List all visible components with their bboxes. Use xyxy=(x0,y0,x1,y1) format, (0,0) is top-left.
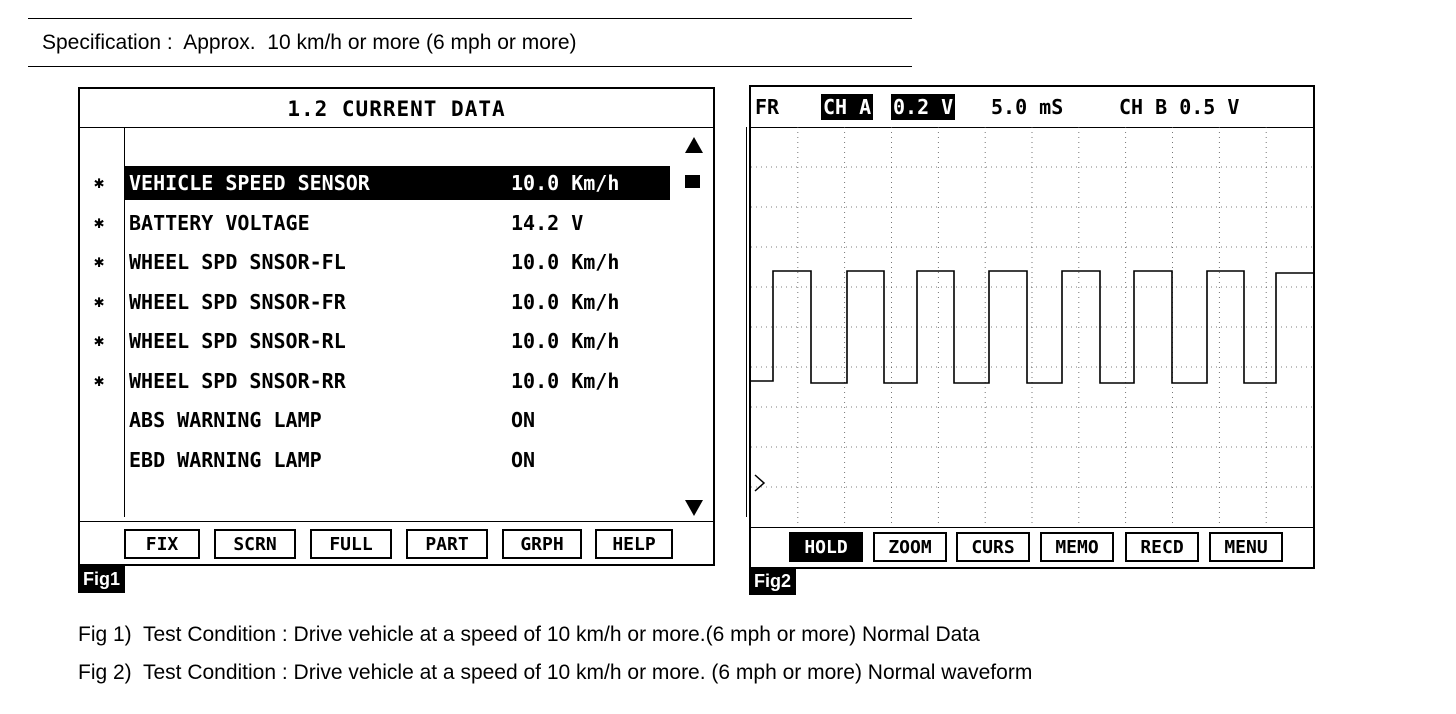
fkey-part-button[interactable]: PART xyxy=(406,529,488,559)
time-base: 5.0 mS xyxy=(991,95,1064,119)
top-rule xyxy=(28,18,912,19)
scope-memo-button[interactable]: MEMO xyxy=(1040,532,1114,562)
graticule xyxy=(751,127,1313,527)
ch-a-label[interactable]: CH A xyxy=(823,95,872,119)
row-label: ABS WARNING LAMP xyxy=(129,408,322,432)
ch-b-setting: CH B 0.5 V xyxy=(1119,95,1240,119)
scope-function-key-bar xyxy=(751,527,1313,568)
scroll-down-icon[interactable] xyxy=(685,500,703,516)
row-label: WHEEL SPD SNSOR-FR xyxy=(129,289,346,314)
scroll-up-icon[interactable] xyxy=(685,137,703,153)
data-row[interactable] xyxy=(125,364,670,398)
row-value: 10.0 Km/h xyxy=(511,171,620,195)
scope-header xyxy=(751,87,1313,128)
current-data-screen xyxy=(78,87,715,566)
fkey-scrn-button[interactable]: SCRN xyxy=(214,529,296,559)
fix-mark-icon: ✱ xyxy=(94,370,105,391)
row-value: ON xyxy=(511,447,536,472)
fix-mark-icon: ✱ xyxy=(94,331,105,351)
data-row[interactable] xyxy=(125,206,670,240)
channel-label: FR xyxy=(755,95,780,119)
scope-zoom-button[interactable]: ZOOM xyxy=(873,532,947,562)
spec-rule xyxy=(28,66,912,67)
scope-recd-button[interactable]: RECD xyxy=(1125,532,1199,562)
row-label: WHEEL SPD SNSOR-RR xyxy=(129,368,346,393)
oscilloscope-screen xyxy=(749,85,1315,569)
scroll-thumb-icon[interactable] xyxy=(685,175,700,188)
waveform-plot xyxy=(751,127,1313,527)
fkey-help-button[interactable]: HELP xyxy=(595,529,673,559)
row-value: 10.0 Km/h xyxy=(511,250,620,274)
caption-fig1: Fig 1) Test Condition : Drive vehicle at a speed of 10 km/h or more.(6 mph or more) Normal Data xyxy=(78,623,980,646)
scope-hold-button[interactable]: HOLD xyxy=(789,532,863,562)
fix-mark-icon: ✱ xyxy=(94,291,105,312)
row-value: 10.0 Km/h xyxy=(511,329,620,353)
row-value: 10.0 Km/h xyxy=(511,368,620,393)
fix-mark-icon: ✱ xyxy=(94,252,105,272)
caption-fig2: Fig 2) Test Condition : Drive vehicle at a speed of 10 km/h or more. (6 mph or more) Normal waveform xyxy=(78,661,1033,684)
data-row[interactable] xyxy=(125,245,670,279)
scope-curs-button[interactable]: CURS xyxy=(956,532,1030,562)
scope-menu-button[interactable]: MENU xyxy=(1209,532,1283,562)
row-value: ON xyxy=(511,408,536,432)
data-row[interactable] xyxy=(125,403,670,437)
data-list xyxy=(124,127,747,517)
screen-title: 1.2 CURRENT DATA xyxy=(80,89,713,128)
fix-mark-icon: ✱ xyxy=(94,173,105,193)
row-label: VEHICLE SPEED SENSOR xyxy=(129,171,370,195)
data-row[interactable] xyxy=(125,166,670,200)
fkey-grph-button[interactable]: GRPH xyxy=(502,529,582,559)
fig2-tag: Fig2 xyxy=(749,568,796,595)
row-value: 10.0 Km/h xyxy=(511,289,620,314)
specification-text: Specification : Approx. 10 km/h or more (6 mph or more) xyxy=(42,31,577,54)
data-row[interactable] xyxy=(125,285,670,319)
fkey-full-button[interactable]: FULL xyxy=(310,529,392,559)
row-label: WHEEL SPD SNSOR-RL xyxy=(129,329,346,353)
row-label: WHEEL SPD SNSOR-FL xyxy=(129,250,346,274)
data-row[interactable] xyxy=(125,324,670,358)
function-key-bar xyxy=(80,521,713,565)
row-label: EBD WARNING LAMP xyxy=(129,447,322,472)
trigger-marker-icon xyxy=(755,475,764,491)
data-row[interactable] xyxy=(125,443,670,477)
ch-a-scale[interactable]: 0.2 V xyxy=(893,95,954,119)
fkey-fix-button[interactable]: FIX xyxy=(124,529,200,559)
row-value: 14.2 V xyxy=(511,210,584,235)
row-label: BATTERY VOLTAGE xyxy=(129,210,310,235)
fig1-tag: Fig1 xyxy=(78,566,125,593)
fix-mark-icon: ✱ xyxy=(94,212,105,233)
